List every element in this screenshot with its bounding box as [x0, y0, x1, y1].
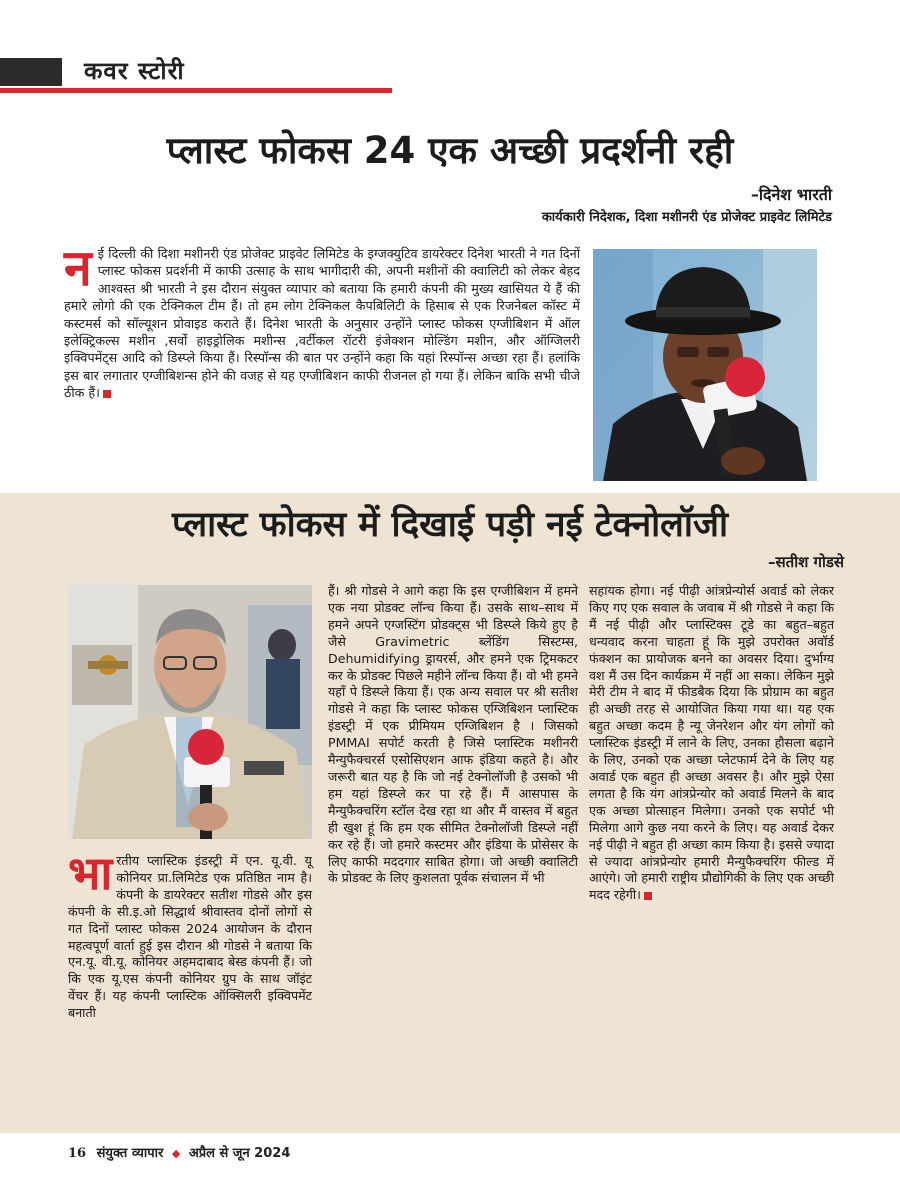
section-rule — [0, 88, 392, 93]
article2-headline: प्लास्ट फोकस में दिखाई पड़ी नई टेक्नोलॉजी — [171, 505, 729, 545]
article1-byline-name: –दिनेश भारती — [750, 185, 832, 204]
article1-body-text: ई दिल्ली की दिशा मशीनरी एंड प्रोजेक्ट प्राइवेट लिमिटेड के इग्जक्युटिव डायरेक्टर दिनेश भारती ने गत दिनों प्लास्ट फोकस प्रदर्शनी में काफी उत्साह के साथ भागीदारी की, अपनी मशीनों की क्वालिटी को लेकर बेहद आश्वस्त श्री भारती ने इस दौरान संयुक्त व्यापार को बताया कि हमारी कंपनी की मुख्य खासियत ये हैं की हमारे लोगो की एक टेक्निकल टीम हैं। तो हम लोग टेक्निकल कैपबिलिटी के हिसाब से एक रिजनेबल कॉस्ट में कस्टमर्स को सॉल्यूशन प्रोवाइड कराते हैं। दिनेश भारती के अनुसार उन्होंने प्लास्ट फोकस एग्जीबिशन में ऑल इलेक्ट्रिकल्स मशीन ,सर्वो हाइड्रोलिक मशीन्स ,वर्टीकल रॉटरी इंजेक्शन मोल्डिंग मशीन, और ऑग्जिलरी इक्विपमेंट्स आदि को डिस्प्ले किया हैं। रिस्पॉन्स की बात पर उन्होंने कहा कि यहां रिस्पॉन्स अच्छा रहा हैं। हलांकि इस बार लगातार एग्जीबिशन्स होने की वजह से यह एग्जीबिशन काफी रीजनल हो गया हैं। लेकिन बाकि सभी चीजे ठीक हैं। — [64, 246, 580, 401]
page-number: 16 — [68, 1146, 87, 1161]
publication-name: संयुक्त व्यापार — [96, 1146, 164, 1161]
article2-column-2 — [328, 583, 578, 887]
article2-byline-name: –सतीश गोडसे — [768, 553, 844, 571]
end-mark-icon — [103, 390, 111, 398]
article1-body — [64, 239, 580, 402]
article2-column-1 — [68, 846, 312, 1022]
section-bar — [0, 58, 62, 86]
article2-photo — [68, 585, 312, 839]
article2-col1-text: रतीय प्लास्टिक इंडस्ट्री में एन. यू.वी. यू कोनियर प्रा.लिमिटेड एक प्रतिष्ठित नाम है। कंपनी के डायरेक्टर सतीश गोडसे और इस कंपनी के सी.इ.ओ सिद्धार्थ श्रीवास्तव दोनों लोगों से गत दिनों प्लास्ट फोकस 2024 आयोजन के दौरान महत्वपूर्ण वार्ता हुई इस दौरान श्री गोडसे ने बताया कि एन.यू. वी.यू. कोनियर अहमदाबाद बेस्ड कंपनी हैं। जो कि एक यू.एस कंपनी कोनियर ग्रुप के साथ जॉइंट वेंचर हैं। यह कंपनी प्लास्टिक ऑक्सिलरी इक्विपमेंट बनाती — [68, 853, 312, 1021]
end-mark-icon — [644, 892, 652, 900]
article2-dropcap: भा — [68, 846, 113, 900]
section-label: कवर स्टोरी — [84, 57, 185, 85]
article1-byline-title: कार्यकारी निदेशक, दिशा मशीनरी एंड प्रोजेक्ट प्राइवेट लिमिटेड — [541, 210, 832, 225]
article1-dropcap: न — [64, 239, 92, 297]
portrait-man-glasses-image — [68, 585, 312, 839]
article1-headline: प्लास्ट फोकस 24 एक अच्छी प्रदर्शनी रही — [166, 129, 734, 172]
article2-column-3 — [589, 583, 834, 904]
issue-date: अप्रैल से जून 2024 — [188, 1146, 291, 1161]
article1-photo — [593, 249, 817, 481]
article2-col2-text: हैं। श्री गोडसे ने आगे कहा कि इस एग्जीबिशन में हमने एक नया प्रोडक्ट लॉन्च किया हैं। उसके साथ–साथ में हमने अपने एग्जस्टिंग प्रोडक्ट्स भी डिस्प्ले किये हुए है जैसे Gravimetric ब्लेंडिंग सिस्टम्स, Dehumidifying ड्रायरर्स, और हमने एक ट्रिमकटर कर के प्रोडक्ट पिछले महीने लॉन्च किया हैं। वो भी हमने यहाँ पे डिस्प्ले किया हैं। एक अन्य सवाल पर श्री सतीश गोडसे ने कहा कि प्लास्ट फोकस एग्जिबिशन प्लास्टिक इंडस्ट्री में एक प्रीमियम एग्जिबिशन है । जिसको PMMAI सपोर्ट करती है जिसे प्लास्टिक मशीनरी मैन्युफैक्चरर्स एसोसिएशन आफ इंडिया कहते है। और जरूरी बात यह है कि जो नई टेक्नोलॉजी है उसको भी हम यहां डिस्प्ले कर पा रहे हैं। मैं आसपास के मैन्युफैक्चरिंग स्टॉल देख रहा था और मैं वास्तव में बहुत ही खुश हूं कि हम एक सीमित टेक्नोलॉजी डिस्प्ले नहीं कर रहे हैं। जो हमारे कस्टमर और इंडिया के प्रोसेसर के लिए काफी मददगार साबित होगा। जो अच्छी क्वालिटी के प्रोडक्ट के लिए कुशलता पूर्वक संचालन में भी — [328, 583, 578, 886]
article2-col3-text: सहायक होगा। नई पीढ़ी आंत्रप्रेन्योर्स अवार्ड को लेकर किए गए एक सवाल के जवाब में श्री गोडसे ने कहा कि मैं नई पीढ़ी और प्लास्टिक्स टूडे का बहुत–बहुत धन्यवाद करना चाहता हूं कि मुझे उपरोक्त अवॉर्ड फंक्शन का प्रायोजक बनने का अवसर दिया। दुर्भाग्य वश मैं उस दिन कार्यक्रम में नहीं आ सका। लेकिन मुझे मेरी टीम ने बाद में फीडबैक दिया कि प्रोग्राम का बहुत ही अच्छी तरह से आयोजित किया गया था। यह एक बहुत अच्छा कदम है न्यू जेनरेशन और यंग लोगों को प्लास्टिक इंडस्ट्री में लाने के लिए, उनका हौसला बढ़ाने के लिए, उनको एक अच्छा प्लेटफार्म देने के लिए यह अवार्ड एक बहुत ही अच्छा अवसर है। और मुझे ऐसा लगता है कि यंग आंत्रप्रेन्योर को अवार्ड मिलने के बाद एक अच्छा प्रोत्साहन मिलेगा। उनको एक सपोर्ट भी मिलेगा आगे कुछ नया करने के लिए। यह अवार्ड देकर नई पीढ़ी ने बहुत ही अच्छा काम किया है। इससे ज्यादा से ज्यादा आंत्रप्रेन्योर हमारी मैन्युफैक्चरिंग फील्ड में आएंगे। जो हमारी राष्ट्रीय प्रौद्योगिकी के लिए एक अच्छी मदद रहेगी। — [589, 583, 834, 903]
diamond-icon: ◆ — [171, 1147, 181, 1160]
portrait-man-hat-image — [593, 249, 817, 481]
page-footer — [68, 1143, 290, 1161]
